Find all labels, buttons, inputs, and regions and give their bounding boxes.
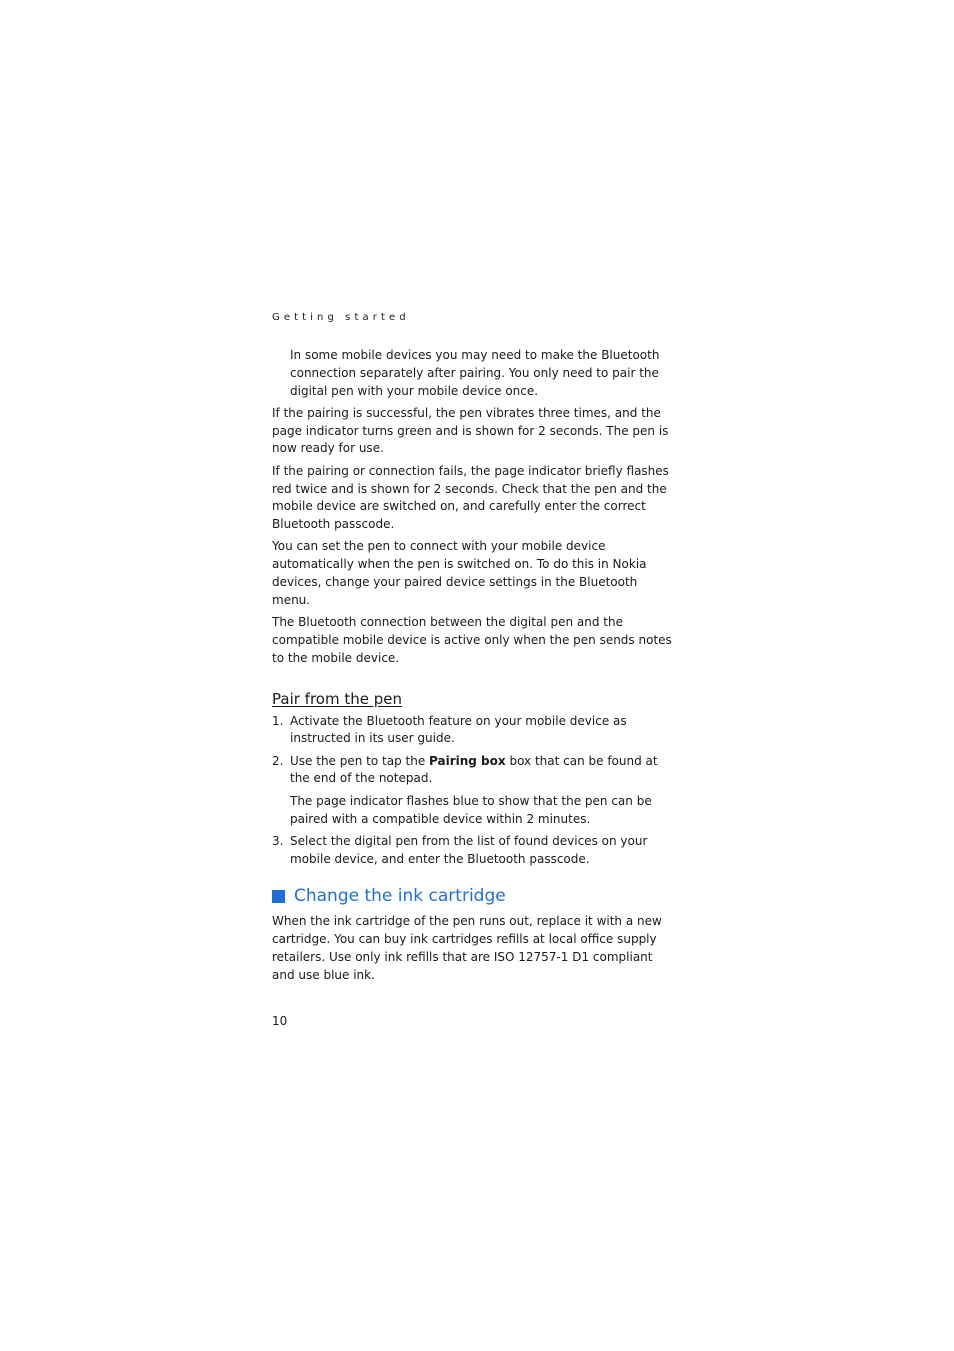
page-number: 10: [272, 1014, 288, 1028]
paragraph-pairing-success: If the pairing is successful, the pen vibrates three times, and the page indicator turns green and is shown for 2 seconds. The pen is now ready for use.: [272, 405, 669, 456]
ink-cartridge-heading: [272, 886, 672, 907]
paragraph-auto-connect: You can set the pen to connect with your mobile device automatically when the pen is switched on. To do this in Nokia devices, change your paired device settings in the Bluetooth menu.: [272, 539, 647, 607]
paragraph-pairing-failure: If the pairing or connection fails, the page indicator briefly flashes red twice and is shown for 2 seconds. Check that the pen and the mobile device are switched on, and carefully enter the correct Bluetooth passcode.: [272, 463, 669, 532]
pairing-box-term: Pairing box: [429, 753, 506, 768]
intro-note: In some mobile devices you may need to make the Bluetooth connection separately after pairing. You only need to pair the digital pen with your mobile device once.: [290, 348, 660, 398]
paragraph-connection-active: The Bluetooth connection between the digital pen and the compatible mobile device is active only when the pen sends notes to the mobile device.: [272, 615, 672, 665]
step-text: Activate the Bluetooth feature on your mobile device as instructed in its user guide.: [290, 713, 627, 746]
step-number: 2.: [272, 753, 284, 768]
paragraph-ink-cartridge: When the ink cartridge of the pen runs out, replace it with a new cartridge. You can buy ink cartridges refills at local office supply retailers. Use only ink refills that are ISO 12757-1 D1 compliant and use blue ink.: [272, 914, 662, 982]
step-note: The page indicator flashes blue to show that the pen can be paired with a compatible device within 2 minutes.: [290, 793, 652, 826]
list-item: [272, 753, 672, 789]
running-head: Getting started: [272, 312, 410, 323]
list-item: [272, 713, 672, 749]
step-text: Select the digital pen from the list of found devices on your mobile device, and enter the Bluetooth passcode.: [290, 833, 648, 866]
step-text-before: Use the pen to tap the: [290, 753, 430, 768]
section-square-icon: [272, 890, 285, 903]
step-number: 1.: [272, 713, 284, 728]
list-item: [272, 833, 672, 869]
pairing-steps-list: [272, 713, 672, 869]
step-text-after: box that can be found at the end of the notepad.: [290, 753, 658, 786]
step-number: 3.: [272, 833, 284, 848]
page-body: [272, 347, 672, 989]
pair-from-pen-heading: Pair from the pen: [272, 689, 402, 708]
ink-cartridge-heading-text: Change the ink cartridge: [294, 886, 506, 907]
